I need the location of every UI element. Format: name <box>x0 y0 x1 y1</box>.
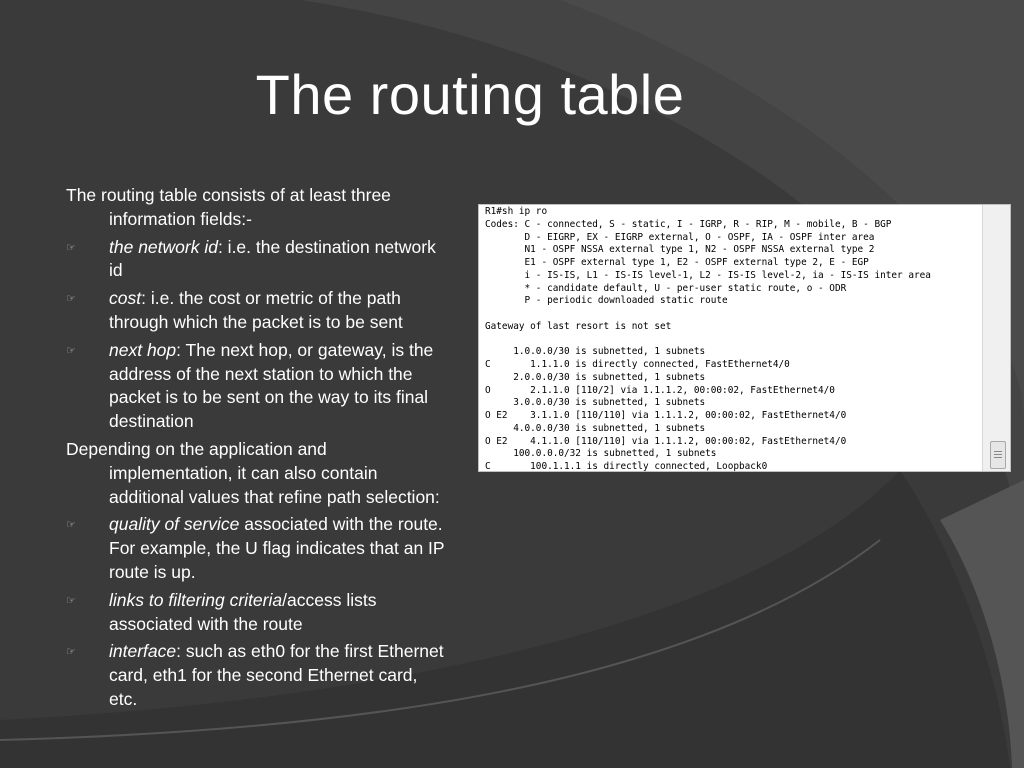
vertical-scrollbar[interactable] <box>982 205 1010 471</box>
bullet-item <box>66 513 450 584</box>
grip-line <box>994 454 1002 455</box>
slide-body <box>66 184 450 716</box>
bullet-description: : i.e. the destination network id <box>109 236 436 281</box>
bullet-item <box>66 339 450 434</box>
pointing-hand-icon: ☞ <box>66 593 76 607</box>
bullet-description: : such as eth0 for the first Ethernet card, eth1 for the second Ethernet card, etc. <box>109 641 444 709</box>
body-paragraph: The routing table consists of at least three information fields:- <box>66 185 391 229</box>
terminal-screenshot <box>478 204 1011 472</box>
grip-line <box>994 451 1002 452</box>
body-paragraph: Depending on the application and implementation, it can also contain additional values that refine path selection: <box>66 438 440 507</box>
bullet-term: next hop <box>109 339 177 360</box>
scroll-thumb[interactable] <box>990 441 1006 469</box>
bullet-description: /access lists associated with the route <box>109 589 377 634</box>
pointing-hand-icon: ☞ <box>66 645 76 659</box>
bullet-term: interface <box>109 641 177 662</box>
pointing-hand-icon: ☞ <box>66 343 76 357</box>
bullet-item <box>66 589 450 637</box>
bullet-item <box>66 287 450 335</box>
bullet-item <box>66 640 450 711</box>
pointing-hand-icon: ☞ <box>66 292 76 306</box>
bullet-term: quality of service <box>109 514 240 535</box>
bullet-item <box>66 236 450 284</box>
bullet-term: links to filtering criteria <box>109 589 283 610</box>
pointing-hand-icon: ☞ <box>66 518 76 532</box>
grip-line <box>994 457 1002 458</box>
bullet-description: : The next hop, or gateway, is the address of the next station to which the packet is to be sent on the way to its final destination <box>109 339 434 432</box>
routing-table-output: R1#sh ip ro Codes: C - connected, S - static, I - IGRP, R - RIP, M - mobile, B - BGP D - EIGRP, EX - EIGRP external, O - OSPF, IA - OSPF inter area N1 - OSPF NSSA external type 1, N2 - OSPF NSSA external type 2 E1 - OSPF external type 1, E2 - OSPF external type 2, E - EGP i - IS-IS, L1 - IS-IS level-1, L2 - IS-IS level-2, ia - IS-IS inter area * - candidate default, U - per-user static route, o - ODR P - periodic downloaded static route Gateway of last resort is not set 1.0.0.0/30 is subnetted, 1 subnets C 1.1.1.0 is directly connected, FastEthernet4/0 2.0.0.0/30 is subnetted, 1 subnets O 2.1.1.0 [110/2] via 1.1.1.2, 00:00:02, FastEthernet4/0 3.0.0.0/30 is subnetted, 1 subnets O E2 3.1.1.0 [110/110] via 1.1.1.2, 00:00:02, FastEthernet4/0 4.0.0.0/30 is subnetted, 1 subnets O E2 4.1.1.0 [110/110] via 1.1.1.2, 00:00:02, FastEthernet4/0 100.0.0.0/32 is subnetted, 1 subnets C 100.1.1.1 is directly connected, Loopback0 <box>485 206 931 472</box>
bullet-term: the network id <box>109 236 218 257</box>
bullet-description: : i.e. the cost or metric of the path through which the packet is to be sent <box>109 288 403 332</box>
pointing-hand-icon: ☞ <box>66 240 76 254</box>
bullet-description: associated with the route. For example, the U flag indicates that an IP route is up. <box>109 514 445 582</box>
bullet-term: cost <box>109 288 142 309</box>
slide-title: The routing table <box>255 63 685 126</box>
